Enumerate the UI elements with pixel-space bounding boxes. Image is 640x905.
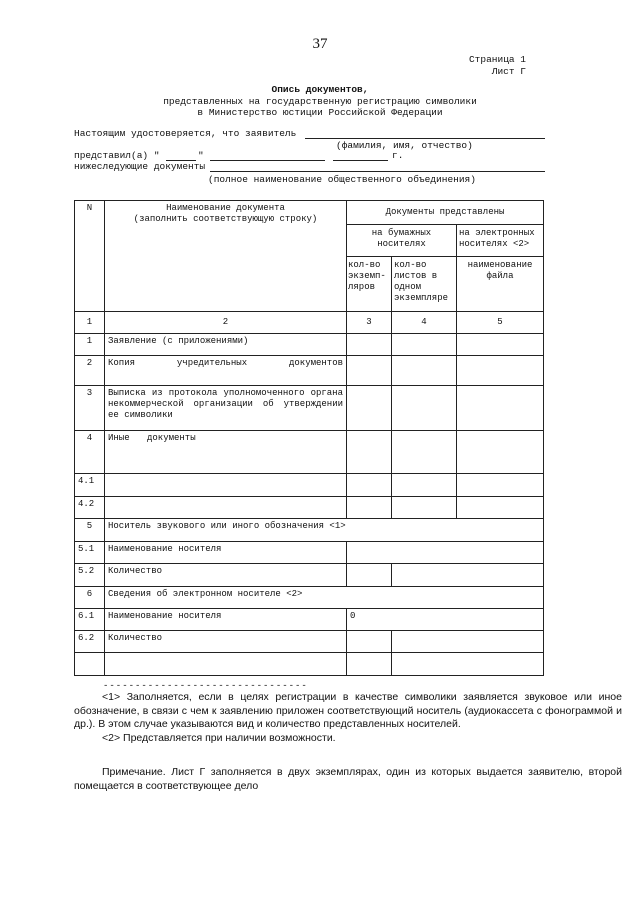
row-number: 2 xyxy=(75,356,105,386)
row-label: Количество xyxy=(105,564,347,587)
row-file-cell[interactable] xyxy=(457,386,544,431)
row-copies-cell[interactable] xyxy=(347,474,392,497)
table-row xyxy=(75,431,544,474)
month-field[interactable] xyxy=(210,160,325,161)
row-label[interactable] xyxy=(105,653,347,676)
footnote-separator: -------------------------------- xyxy=(103,681,308,691)
row-document-name[interactable] xyxy=(105,474,347,497)
quantity-cell[interactable] xyxy=(347,564,392,587)
header-copies-count: кол-во экземп-ляров xyxy=(347,257,392,312)
document-title: Опись документов, xyxy=(271,84,369,95)
section-5-header-row xyxy=(75,519,544,542)
table-row xyxy=(75,474,544,497)
organization-name-hint: (полное наименование общественного объединения) xyxy=(208,174,476,185)
row-number: 6.1 xyxy=(75,609,105,631)
sheet-label: Лист Г xyxy=(491,66,526,77)
row-number: 6.2 xyxy=(75,631,105,653)
year-suffix: г. xyxy=(392,150,404,161)
row-sheets-cell[interactable] xyxy=(392,474,457,497)
blank-row xyxy=(75,653,544,676)
row-number: 4 xyxy=(75,431,105,474)
row-copies-cell[interactable] xyxy=(347,356,392,386)
section-5-label: Носитель звукового или иного обозначения <1> xyxy=(105,519,544,542)
column-number-4: 4 xyxy=(392,312,457,334)
section-6-label: Сведения об электронном носителе <2> xyxy=(105,587,544,609)
row-file-cell[interactable] xyxy=(457,334,544,356)
row-number: 5.2 xyxy=(75,564,105,587)
header-number: N xyxy=(75,201,105,312)
carrier-name-cell[interactable] xyxy=(347,542,544,564)
row-file-cell[interactable] xyxy=(457,497,544,519)
row-label: Наименование носителя xyxy=(105,542,347,564)
footnotes-block xyxy=(74,691,622,745)
header-presented: Документы представлены xyxy=(347,201,544,225)
page-number: 37 xyxy=(312,36,328,52)
organization-name-field[interactable] xyxy=(210,171,545,172)
row-document-name: Заявление (с приложениями) xyxy=(105,334,347,356)
quantity-cell[interactable] xyxy=(347,631,392,653)
table-row xyxy=(75,497,544,519)
row-number xyxy=(75,653,105,676)
applicant-name-hint: (фамилия, имя, отчество) xyxy=(336,140,473,151)
document-subtitle-line2: в Министерство юстиции Российской Федерации xyxy=(197,107,443,118)
header-electronic-media: на электронных носителях <2> xyxy=(457,225,544,257)
section-6-number: 6 xyxy=(75,587,105,609)
quote-close: " xyxy=(198,150,204,161)
header-paper-media: на бумажных носителях xyxy=(347,225,457,257)
row-document-name: Иные документы xyxy=(105,431,347,474)
column-number-2: 2 xyxy=(105,312,347,334)
row-copies-cell[interactable] xyxy=(347,334,392,356)
row-sheets-cell[interactable] xyxy=(392,356,457,386)
column-number-5: 5 xyxy=(457,312,544,334)
row-copies-cell[interactable] xyxy=(347,497,392,519)
page-label: Страница 1 xyxy=(468,54,526,65)
document-subtitle-line1: представленных на государственную регистрацию символики xyxy=(163,96,477,107)
row-file-cell[interactable] xyxy=(457,356,544,386)
table-row xyxy=(75,356,544,386)
certify-label: Настоящим удостоверяется, что заявитель xyxy=(74,128,297,139)
header-document-name-label: Наименование документа xyxy=(166,203,285,213)
footnote-2: <2> Представляется при наличии возможности. xyxy=(102,731,336,744)
documents-label: нижеследующие документы xyxy=(74,161,206,172)
section-5-quantity-row xyxy=(75,564,544,587)
row-file-cell[interactable] xyxy=(457,474,544,497)
remark-block xyxy=(74,766,622,793)
row-label: Наименование носителя xyxy=(105,609,347,631)
section-6-header-row xyxy=(75,587,544,609)
row-number: 4.1 xyxy=(75,474,105,497)
section-6-quantity-row xyxy=(75,631,544,653)
row-document-name[interactable] xyxy=(105,497,347,519)
table-row xyxy=(75,386,544,431)
row-number: 3 xyxy=(75,386,105,431)
row-number: 5.1 xyxy=(75,542,105,564)
row-file-cell[interactable] xyxy=(457,431,544,474)
row-copies-cell[interactable] xyxy=(347,431,392,474)
header-document-name-hint: (заполнить соответствующую строку) xyxy=(133,214,318,224)
blank-cell[interactable] xyxy=(347,653,392,676)
row-number: 4.2 xyxy=(75,497,105,519)
carrier-name-cell[interactable]: 0 xyxy=(347,609,544,631)
year-field[interactable] xyxy=(333,160,388,161)
row-label: Количество xyxy=(105,631,347,653)
column-number-1: 1 xyxy=(75,312,105,334)
submitted-label: представил(а) " xyxy=(74,150,160,161)
quantity-extra-cell[interactable] xyxy=(392,631,544,653)
header-document-name xyxy=(105,201,347,312)
applicant-name-field[interactable] xyxy=(305,138,545,139)
documents-inventory-table xyxy=(74,200,544,676)
section-5-number: 5 xyxy=(75,519,105,542)
row-copies-cell[interactable] xyxy=(347,386,392,431)
row-sheets-cell[interactable] xyxy=(392,497,457,519)
remark-text: Примечание. Лист Г заполняется в двух экземплярах, один из которых выдается заявителю, второй помещается в соответствующее дело xyxy=(74,766,622,792)
row-number: 1 xyxy=(75,334,105,356)
row-sheets-cell[interactable] xyxy=(392,386,457,431)
row-document-name: Копия учредительных документов xyxy=(105,356,347,386)
blank-extra-cell[interactable] xyxy=(392,653,544,676)
column-number-3: 3 xyxy=(347,312,392,334)
section-5-carrier-row xyxy=(75,542,544,564)
table-row xyxy=(75,334,544,356)
header-sheets-count: кол-во листов в одном экземпляре xyxy=(392,257,457,312)
section-6-carrier-row xyxy=(75,609,544,631)
row-sheets-cell[interactable] xyxy=(392,334,457,356)
quantity-extra-cell[interactable] xyxy=(392,564,544,587)
row-document-name: Выписка из протокола уполномоченного органа некоммерческой организации об утверждении ее символики xyxy=(105,386,347,431)
row-sheets-cell[interactable] xyxy=(392,431,457,474)
footnote-1: <1> Заполняется, если в целях регистрации в качестве символики заявляется звуковое или иное обозначение, в связи с чем к заявлению приложен соответствующий носитель (аудиокассета с фонограммой и др.). В этом случае указываются вид и количество представленных носителей. xyxy=(74,691,622,730)
header-file-name: наименование файла xyxy=(457,257,544,312)
